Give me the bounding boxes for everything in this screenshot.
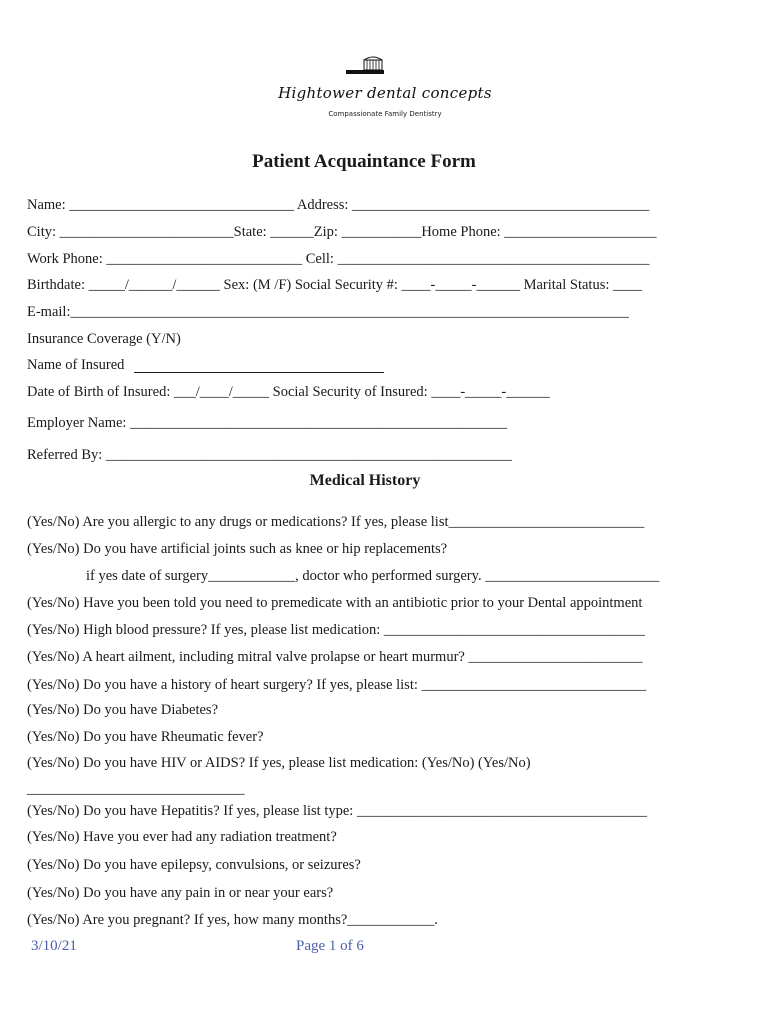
practice-logo xyxy=(0,54,770,124)
practice-name: Hightower dental concepts xyxy=(278,84,492,102)
toothbrush-icon xyxy=(344,54,386,78)
diabetes-question[interactable]: (Yes/No) Do you have Diabetes? xyxy=(27,702,219,718)
blood-pressure-question[interactable]: (Yes/No) High blood pressure? If yes, please list medication: ____________________________________ xyxy=(27,622,645,638)
ear-pain-question[interactable]: (Yes/No) Do you have any pain in or near your ears? xyxy=(27,885,334,901)
name-address-field[interactable]: Name: _______________________________ Address: _________________________________________ xyxy=(27,197,650,213)
radiation-question[interactable]: (Yes/No) Have you ever had any radiation treatment? xyxy=(27,829,337,845)
rheumatic-fever-question[interactable]: (Yes/No) Do you have Rheumatic fever? xyxy=(27,729,264,745)
page-number: Page 1 of 6 xyxy=(296,938,364,954)
referred-by-field[interactable]: Referred By: ________________________________________________________ xyxy=(27,447,512,463)
joint-surgery-followup[interactable]: if yes date of surgery____________, doctor who performed surgery. ________________________ xyxy=(86,568,660,584)
name-of-insured-underline[interactable] xyxy=(134,371,384,373)
email-field[interactable]: E-mail:_____________________________________________________________________________ xyxy=(27,304,629,320)
artificial-joints-question[interactable]: (Yes/No) Do you have artificial joints such as knee or hip replacements? xyxy=(27,541,448,557)
insured-dob-ssn-field[interactable]: Date of Birth of Insured: ___/____/_____ Social Security of Insured: ____-_____-______ xyxy=(27,384,550,400)
hiv-medication-line[interactable]: ______________________________ xyxy=(27,781,245,797)
allergy-question[interactable]: (Yes/No) Are you allergic to any drugs or medications? If yes, please list___________________________ xyxy=(27,514,645,530)
insurance-coverage-field[interactable]: Insurance Coverage (Y/N) xyxy=(27,331,181,347)
pregnancy-question[interactable]: (Yes/No) Are you pregnant? If yes, how many months?____________. xyxy=(27,912,438,928)
employer-name-field[interactable]: Employer Name: ____________________________________________________ xyxy=(27,415,508,431)
hepatitis-question[interactable]: (Yes/No) Do you have Hepatitis? If yes, please list type: ________________________________________ xyxy=(27,803,647,819)
name-of-insured-label: Name of Insured xyxy=(27,357,125,373)
heart-ailment-question[interactable]: (Yes/No) A heart ailment, including mitral valve prolapse or heart murmur? ________________________ xyxy=(27,649,643,665)
premedicate-question[interactable]: (Yes/No) Have you been told you need to premedicate with an antibiotic prior to your Dental appointment xyxy=(27,595,643,611)
name-of-insured-field[interactable] xyxy=(27,356,384,374)
footer-date: 3/10/21 xyxy=(31,938,77,954)
city-state-zip-phone-field[interactable]: City: ________________________State: ______Zip: ___________Home Phone: _____________________ xyxy=(27,224,657,240)
birthdate-sex-ssn-marital-field[interactable]: Birthdate: _____/______/______ Sex: (M /F) Social Security #: ____-_____-______ Marital Status: ____ xyxy=(27,277,642,293)
medical-history-heading: Medical History xyxy=(309,472,421,489)
work-cell-phone-field[interactable]: Work Phone: ___________________________ Cell: ___________________________________________ xyxy=(27,251,650,267)
hiv-aids-question[interactable]: (Yes/No) Do you have HIV or AIDS? If yes, please list medication: (Yes/No) (Yes/No) xyxy=(27,755,531,771)
heart-surgery-question[interactable]: (Yes/No) Do you have a history of heart surgery? If yes, please list: _______________________________ xyxy=(27,677,647,693)
practice-tagline: Compassionate Family Dentistry xyxy=(328,110,442,118)
epilepsy-question[interactable]: (Yes/No) Do you have epilepsy, convulsions, or seizures? xyxy=(27,857,361,873)
form-title: Patient Acquaintance Form xyxy=(252,151,476,172)
